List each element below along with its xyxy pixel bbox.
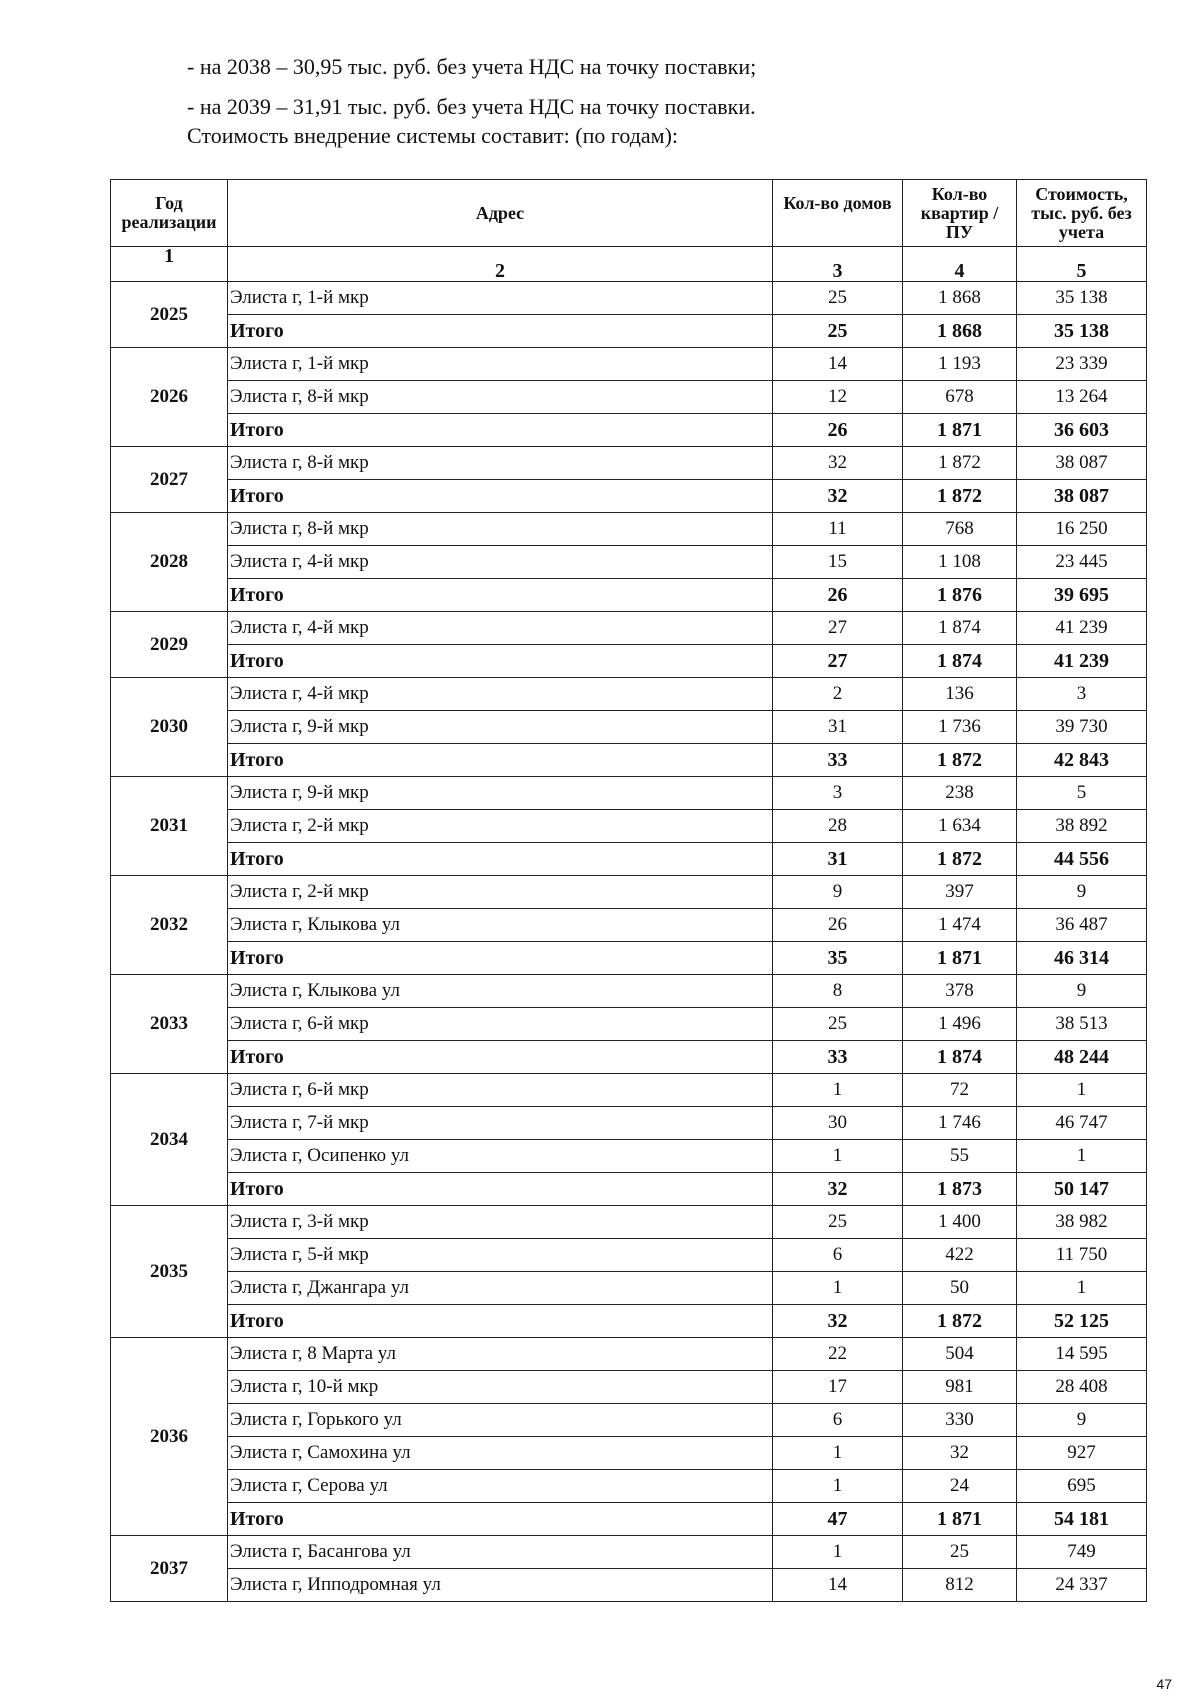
cost-cell: 1: [1017, 1074, 1147, 1107]
address-cell: Элиста г, Джангара ул: [228, 1272, 773, 1305]
cost-cell: 749: [1017, 1536, 1147, 1569]
flats-cell: 768: [903, 513, 1017, 546]
flats-cell: 72: [903, 1074, 1017, 1107]
houses-cell: 27: [773, 645, 903, 678]
year-cell: 2032: [111, 876, 228, 975]
header-year: Год реализации: [111, 180, 228, 247]
flats-cell: 1 872: [903, 480, 1017, 513]
table-row: [111, 1371, 1147, 1404]
table-row: [111, 447, 1147, 480]
flats-cell: 238: [903, 777, 1017, 810]
year-cell: 2029: [111, 612, 228, 678]
address-cell: Элиста г, 4-й мкр: [228, 678, 773, 711]
houses-cell: 33: [773, 744, 903, 777]
cost-cell: 48 244: [1017, 1041, 1147, 1074]
houses-cell: 30: [773, 1107, 903, 1140]
flats-cell: 1 400: [903, 1206, 1017, 1239]
houses-cell: 27: [773, 612, 903, 645]
houses-cell: 32: [773, 1305, 903, 1338]
houses-cell: 47: [773, 1503, 903, 1536]
houses-cell: 1: [773, 1272, 903, 1305]
cost-cell: 54 181: [1017, 1503, 1147, 1536]
table-row: [111, 810, 1147, 843]
cost-cell: 695: [1017, 1470, 1147, 1503]
address-cell: Итого: [228, 579, 773, 612]
houses-cell: 33: [773, 1041, 903, 1074]
flats-cell: 1 874: [903, 612, 1017, 645]
address-cell: Элиста г, 8-й мкр: [228, 381, 773, 414]
table-row: [111, 1074, 1147, 1107]
flats-cell: 50: [903, 1272, 1017, 1305]
address-cell: Элиста г, 10-й мкр: [228, 1371, 773, 1404]
flats-cell: 1 872: [903, 744, 1017, 777]
cost-cell: 38 087: [1017, 480, 1147, 513]
flats-cell: 1 874: [903, 1041, 1017, 1074]
table-row: [111, 1404, 1147, 1437]
houses-cell: 1: [773, 1140, 903, 1173]
cost-cell: 39 730: [1017, 711, 1147, 744]
flats-cell: 504: [903, 1338, 1017, 1371]
header-flats: Кол-во квартир / ПУ: [903, 180, 1017, 247]
header-houses: [773, 180, 903, 247]
houses-cell: 25: [773, 315, 903, 348]
houses-cell: 26: [773, 909, 903, 942]
cost-cell: 23 339: [1017, 348, 1147, 381]
flats-cell: 136: [903, 678, 1017, 711]
houses-cell: 17: [773, 1371, 903, 1404]
cost-cell: 39 695: [1017, 579, 1147, 612]
flats-cell: 24: [903, 1470, 1017, 1503]
year-cell: 2025: [111, 282, 228, 348]
flats-cell: 1 871: [903, 414, 1017, 447]
cost-cell: 9: [1017, 975, 1147, 1008]
flats-cell: 1 874: [903, 645, 1017, 678]
address-cell: Элиста г, 8-й мкр: [228, 447, 773, 480]
cost-cell: 36 603: [1017, 414, 1147, 447]
flats-cell: 1 496: [903, 1008, 1017, 1041]
houses-cell: 22: [773, 1338, 903, 1371]
flats-cell: 981: [903, 1371, 1017, 1404]
cost-cell: 35 138: [1017, 315, 1147, 348]
table-total-row: [111, 1041, 1147, 1074]
address-cell: Итого: [228, 942, 773, 975]
cost-cell: 46 314: [1017, 942, 1147, 975]
address-cell: Элиста г, 6-й мкр: [228, 1008, 773, 1041]
address-cell: Элиста г, Осипенко ул: [228, 1140, 773, 1173]
houses-cell: 26: [773, 579, 903, 612]
flats-cell: 1 634: [903, 810, 1017, 843]
cost-cell: 1: [1017, 1140, 1147, 1173]
flats-cell: 1 108: [903, 546, 1017, 579]
address-cell: Элиста г, 9-й мкр: [228, 777, 773, 810]
table-row: [111, 1338, 1147, 1371]
houses-cell: 11: [773, 513, 903, 546]
houses-cell: 25: [773, 1008, 903, 1041]
houses-cell: 15: [773, 546, 903, 579]
flats-cell: 812: [903, 1569, 1017, 1602]
year-cell: 2036: [111, 1338, 228, 1536]
table-row: [111, 909, 1147, 942]
cost-cell: 9: [1017, 876, 1147, 909]
cost-cell: 16 250: [1017, 513, 1147, 546]
cost-cell: 38 982: [1017, 1206, 1147, 1239]
address-cell: Элиста г, 7-й мкр: [228, 1107, 773, 1140]
table-row: [111, 1536, 1147, 1569]
flats-cell: 330: [903, 1404, 1017, 1437]
flats-cell: 678: [903, 381, 1017, 414]
cost-cell: 44 556: [1017, 843, 1147, 876]
year-cell: 2034: [111, 1074, 228, 1206]
flats-cell: 1 193: [903, 348, 1017, 381]
table-row: [111, 513, 1147, 546]
houses-cell: 9: [773, 876, 903, 909]
year-cell: 2028: [111, 513, 228, 612]
flats-cell: 32: [903, 1437, 1017, 1470]
table-row: [111, 1206, 1147, 1239]
address-cell: Итого: [228, 480, 773, 513]
cost-cell: 35 138: [1017, 282, 1147, 315]
table-total-row: [111, 1305, 1147, 1338]
address-cell: Элиста г, Клыкова ул: [228, 909, 773, 942]
table-total-row: [111, 645, 1147, 678]
year-cell: 2035: [111, 1206, 228, 1338]
address-cell: Элиста г, 6-й мкр: [228, 1074, 773, 1107]
address-cell: Элиста г, 1-й мкр: [228, 348, 773, 381]
table-total-row: [111, 744, 1147, 777]
address-cell: Элиста г, Горького ул: [228, 1404, 773, 1437]
address-cell: Элиста г, 9-й мкр: [228, 711, 773, 744]
address-cell: Итого: [228, 1503, 773, 1536]
cost-cell: 11 750: [1017, 1239, 1147, 1272]
address-cell: Элиста г, 3-й мкр: [228, 1206, 773, 1239]
address-cell: Элиста г, Басангова ул: [228, 1536, 773, 1569]
column-number-4: 4: [903, 247, 1017, 282]
address-cell: Итого: [228, 1041, 773, 1074]
address-cell: Элиста г, 8-й мкр: [228, 513, 773, 546]
houses-cell: 8: [773, 975, 903, 1008]
table-row: [111, 1470, 1147, 1503]
address-cell: Элиста г, Клыкова ул: [228, 975, 773, 1008]
cost-cell: 28 408: [1017, 1371, 1147, 1404]
flats-cell: 1 873: [903, 1173, 1017, 1206]
cost-cell: 38 513: [1017, 1008, 1147, 1041]
cost-cell: 38 087: [1017, 447, 1147, 480]
table-row: [111, 1008, 1147, 1041]
houses-cell: 1: [773, 1437, 903, 1470]
flats-cell: 1 868: [903, 315, 1017, 348]
address-cell: Элиста г, 8 Марта ул: [228, 1338, 773, 1371]
houses-cell: 28: [773, 810, 903, 843]
houses-cell: 6: [773, 1404, 903, 1437]
houses-cell: 12: [773, 381, 903, 414]
cost-table: [110, 179, 1147, 1602]
address-cell: Итого: [228, 1173, 773, 1206]
intro-line-2039: - на 2039 – 31,91 тыс. руб. без учета НДС на точку поставки.: [187, 94, 756, 119]
table-row: [111, 282, 1147, 315]
column-number-1: 1: [111, 247, 228, 282]
houses-cell: 35: [773, 942, 903, 975]
cost-cell: 3: [1017, 678, 1147, 711]
houses-cell: 25: [773, 1206, 903, 1239]
address-cell: Итого: [228, 843, 773, 876]
flats-cell: 1 872: [903, 1305, 1017, 1338]
flats-cell: 422: [903, 1239, 1017, 1272]
houses-cell: 6: [773, 1239, 903, 1272]
cost-cell: 5: [1017, 777, 1147, 810]
houses-cell: 1: [773, 1074, 903, 1107]
table-row: [111, 348, 1147, 381]
cost-cell: 38 892: [1017, 810, 1147, 843]
table-total-row: [111, 414, 1147, 447]
address-cell: Итого: [228, 315, 773, 348]
houses-cell: 31: [773, 843, 903, 876]
address-cell: Итого: [228, 1305, 773, 1338]
table-row: [111, 1272, 1147, 1305]
flats-cell: 25: [903, 1536, 1017, 1569]
houses-cell: 14: [773, 1569, 903, 1602]
flats-cell: 378: [903, 975, 1017, 1008]
houses-cell: 14: [773, 348, 903, 381]
houses-cell: 31: [773, 711, 903, 744]
table-row: [111, 1437, 1147, 1470]
year-cell: 2027: [111, 447, 228, 513]
table-row: [111, 975, 1147, 1008]
cost-cell: 41 239: [1017, 612, 1147, 645]
cost-cell: 1: [1017, 1272, 1147, 1305]
houses-cell: 32: [773, 447, 903, 480]
houses-cell: 26: [773, 414, 903, 447]
houses-cell: 3: [773, 777, 903, 810]
houses-cell: 25: [773, 282, 903, 315]
flats-cell: 1 872: [903, 447, 1017, 480]
cost-cell: 23 445: [1017, 546, 1147, 579]
flats-cell: 1 474: [903, 909, 1017, 942]
table-total-row: [111, 942, 1147, 975]
table-row: [111, 612, 1147, 645]
table-total-row: [111, 843, 1147, 876]
intro-text: [187, 52, 1137, 150]
table-body: [111, 282, 1147, 1602]
flats-cell: 1 872: [903, 843, 1017, 876]
table-row: [111, 777, 1147, 810]
column-number-2: 2: [228, 247, 773, 282]
table-row: [111, 876, 1147, 909]
flats-cell: 1 871: [903, 1503, 1017, 1536]
address-cell: Элиста г, 5-й мкр: [228, 1239, 773, 1272]
cost-cell: 42 843: [1017, 744, 1147, 777]
year-cell: 2030: [111, 678, 228, 777]
address-cell: Итого: [228, 744, 773, 777]
houses-cell: 1: [773, 1536, 903, 1569]
table-row: [111, 678, 1147, 711]
intro-line-cost: Стоимость внедрение системы составит: (по годам):: [187, 123, 679, 148]
table-total-row: [111, 579, 1147, 612]
address-cell: Элиста г, 4-й мкр: [228, 612, 773, 645]
table-row: [111, 711, 1147, 744]
table-total-row: [111, 315, 1147, 348]
address-cell: Элиста г, Серова ул: [228, 1470, 773, 1503]
header-address: Адрес: [228, 180, 773, 247]
year-cell: 2026: [111, 348, 228, 447]
year-cell: 2033: [111, 975, 228, 1074]
flats-cell: 1 876: [903, 579, 1017, 612]
flats-cell: 397: [903, 876, 1017, 909]
table-row: [111, 381, 1147, 414]
houses-cell: 32: [773, 1173, 903, 1206]
cost-cell: 41 239: [1017, 645, 1147, 678]
table-row: [111, 1140, 1147, 1173]
header-houses-text: Кол-во домов: [783, 194, 892, 213]
houses-cell: 2: [773, 678, 903, 711]
cost-cell: 13 264: [1017, 381, 1147, 414]
cost-cell: 46 747: [1017, 1107, 1147, 1140]
flats-cell: 1 871: [903, 942, 1017, 975]
cost-cell: 36 487: [1017, 909, 1147, 942]
cost-cell: 14 595: [1017, 1338, 1147, 1371]
header-cost-text: Стоимость, тыс. руб. без учета: [1031, 184, 1132, 242]
flats-cell: 1 746: [903, 1107, 1017, 1140]
intro-line-2038: - на 2038 – 30,95 тыс. руб. без учета НДС на точку поставки;: [187, 54, 757, 79]
column-number-row: [111, 247, 1147, 282]
houses-cell: 1: [773, 1470, 903, 1503]
table-header-row: [111, 180, 1147, 247]
table-total-row: [111, 480, 1147, 513]
address-cell: Элиста г, 1-й мкр: [228, 282, 773, 315]
address-cell: Элиста г, 2-й мкр: [228, 876, 773, 909]
table-total-row: [111, 1503, 1147, 1536]
address-cell: Элиста г, 4-й мкр: [228, 546, 773, 579]
column-number-5: 5: [1017, 247, 1147, 282]
cost-cell: 24 337: [1017, 1569, 1147, 1602]
address-cell: Итого: [228, 645, 773, 678]
year-cell: 2031: [111, 777, 228, 876]
address-cell: Элиста г, 2-й мкр: [228, 810, 773, 843]
table-row: [111, 546, 1147, 579]
address-cell: Итого: [228, 414, 773, 447]
table-row: [111, 1107, 1147, 1140]
houses-cell: 32: [773, 480, 903, 513]
table-row: [111, 1239, 1147, 1272]
cost-cell: 9: [1017, 1404, 1147, 1437]
flats-cell: 1 868: [903, 282, 1017, 315]
cost-cell: 927: [1017, 1437, 1147, 1470]
column-number-3: 3: [773, 247, 903, 282]
header-cost: [1017, 180, 1147, 247]
address-cell: Элиста г, Ипподромная ул: [228, 1569, 773, 1602]
page-number: 47: [1156, 1676, 1172, 1692]
address-cell: Элиста г, Самохина ул: [228, 1437, 773, 1470]
cost-cell: 52 125: [1017, 1305, 1147, 1338]
flats-cell: 55: [903, 1140, 1017, 1173]
cost-cell: 50 147: [1017, 1173, 1147, 1206]
table-row: [111, 1569, 1147, 1602]
year-cell: 2037: [111, 1536, 228, 1602]
table-total-row: [111, 1173, 1147, 1206]
flats-cell: 1 736: [903, 711, 1017, 744]
